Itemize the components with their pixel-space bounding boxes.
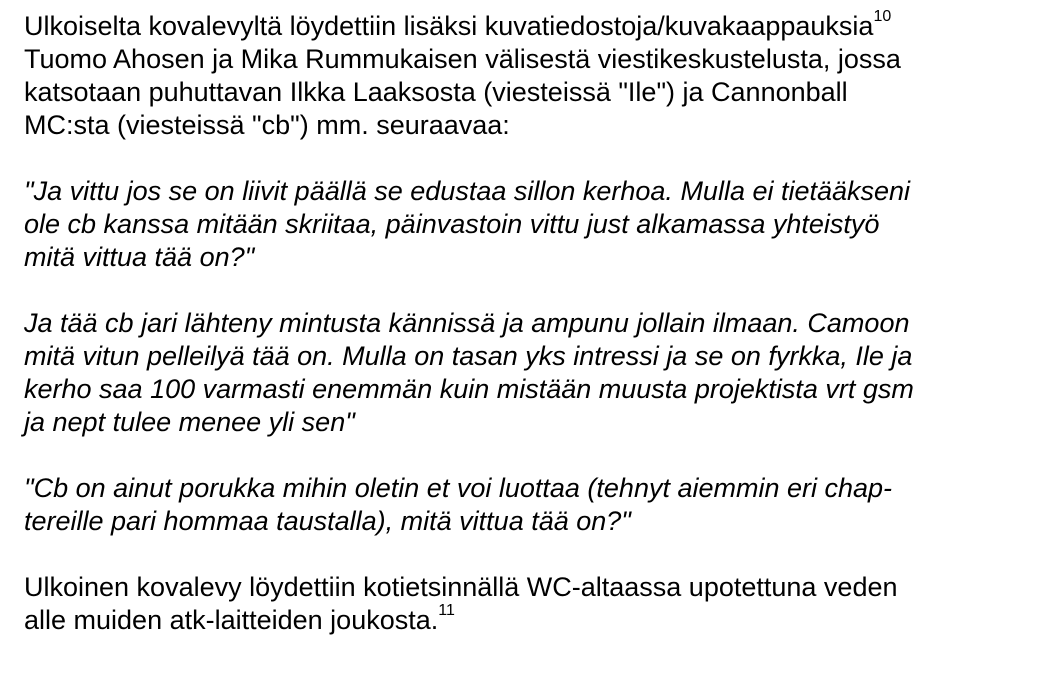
quote-2-line-2: mitä vitun pelleilyä tää on. Mulla on tasan yks intressi ja se on fyrkka, Ile ja — [24, 341, 913, 371]
quote-1-line-3: mitä vittua tää on?" — [24, 242, 255, 272]
footnote-ref-11: 11 — [438, 602, 455, 619]
quote-2-line-3: kerho saa 100 varmasti enemmän kuin mistään muusta projektista vrt gsm — [24, 374, 914, 404]
intro-line-4: MC:sta (viesteissä "cb") mm. seuraavaa: — [24, 110, 510, 140]
closing-line-1: Ulkoinen kovalevy löydettiin kotietsinnällä WC-altaassa upotettuna veden — [24, 572, 898, 602]
intro-line-3: katsotaan puhuttavan Ilkka Laaksosta (viesteissä "Ile") ja Cannonball — [24, 77, 848, 107]
quote-paragraph-2 — [24, 307, 1044, 439]
intro-line-1: Ulkoiselta kovalevyltä löydettiin lisäksi kuvatiedostoja/kuvakaappauksia — [24, 11, 874, 41]
quote-paragraph-3 — [24, 472, 1044, 538]
quote-paragraph-1 — [24, 175, 1044, 274]
quote-1-line-2: ole cb kanssa mitään skriitaa, päinvastoin vittu just alkamassa yhteistyö — [24, 209, 880, 239]
quote-2-line-4: ja nept tulee menee yli sen" — [24, 407, 355, 437]
quote-1-line-1: "Ja vittu jos se on liivit päällä se edustaa sillon kerhoa. Mulla ei tietääkseni — [24, 176, 911, 206]
intro-paragraph — [24, 10, 1044, 142]
quote-2-line-1: Ja tää cb jari lähteny mintusta kännissä ja ampunu jollain ilmaan. Camoon — [24, 308, 910, 338]
closing-paragraph — [24, 571, 1044, 637]
document-page — [24, 10, 1044, 637]
closing-line-2: alle muiden atk-laitteiden joukosta. — [24, 605, 439, 635]
quote-3-line-1: "Cb on ainut porukka mihin oletin et voi luottaa (tehnyt aiemmin eri chap- — [24, 473, 893, 503]
footnote-ref-10: 10 — [873, 8, 892, 25]
intro-line-2: Tuomo Ahosen ja Mika Rummukaisen välisestä viestikeskustelusta, jossa — [24, 44, 901, 74]
quote-3-line-2: tereille pari hommaa taustalla), mitä vittua tää on?" — [24, 506, 631, 536]
